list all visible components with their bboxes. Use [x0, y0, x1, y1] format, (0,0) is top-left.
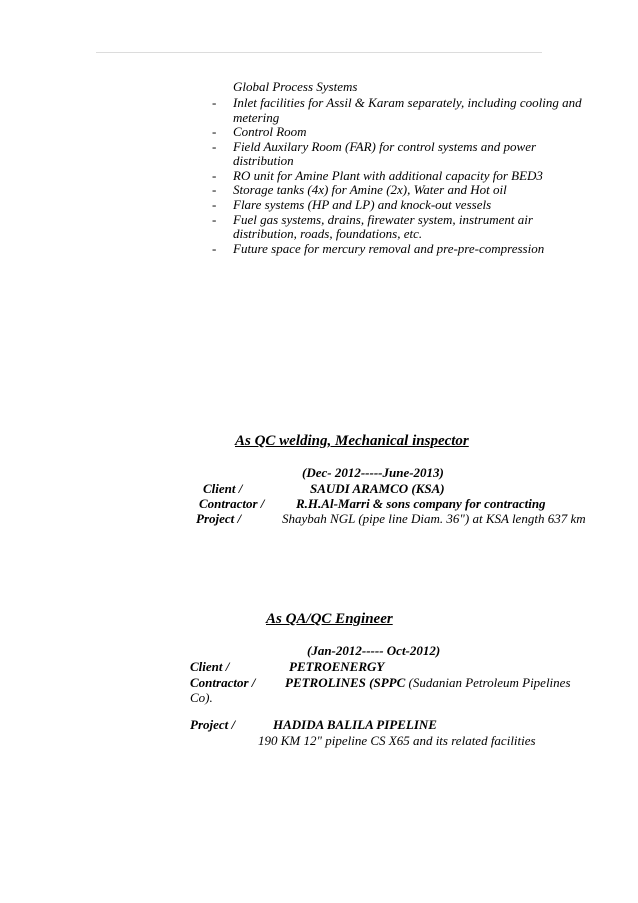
bullet-dash: -: [212, 212, 217, 227]
list-item: Storage tanks (4x) for Amine (2x), Water and Hot oil: [233, 182, 507, 197]
job2-contractor-value: [285, 675, 571, 690]
bullet-dash: -: [212, 139, 217, 154]
job1-contractor-value: R.H.Al-Marri & sons company for contracting: [296, 496, 546, 511]
job2-client-label: Client /: [190, 659, 230, 674]
job1-client-label: Client /: [203, 481, 243, 496]
job1-project-value: Shaybah NGL (pipe line Diam. 36") at KSA length 637 km: [282, 511, 586, 526]
page-separator: [96, 52, 542, 53]
job2-contractor-rest: (Sudanian Petroleum Pipelines: [405, 675, 571, 690]
job2-contractor-cont: Co).: [190, 690, 213, 705]
list-item-cont: distribution: [233, 153, 294, 168]
job2-project-detail: 190 KM 12" pipeline CS X65 and its related facilities: [258, 733, 536, 748]
bullet-dash: -: [212, 182, 217, 197]
bullet-dash: -: [212, 241, 217, 256]
job2-project-value: HADIDA BALILA PIPELINE: [273, 717, 437, 732]
job2-contractor-label: Contractor /: [190, 675, 256, 690]
list-item: Future space for mercury removal and pre-pre-compression: [233, 241, 545, 256]
list-item: Fuel gas systems, drains, firewater system, instrument air: [233, 212, 533, 227]
list-item: RO unit for Amine Plant with additional capacity for BED3: [233, 168, 543, 183]
job1-heading: As QC welding, Mechanical inspector: [235, 433, 469, 449]
bullet-dash: -: [212, 197, 217, 212]
job1-project-label-text: Project /: [196, 511, 242, 526]
job1-contractor-label: Contractor /: [199, 496, 265, 511]
list-item-cont: distribution, roads, foundations, etc.: [233, 226, 423, 241]
job2-project-label: Project /: [190, 717, 236, 732]
job1-client-value: SAUDI ARAMCO (KSA): [310, 481, 445, 496]
bullet-dash: -: [212, 95, 217, 110]
list-item: Inlet facilities for Assil & Karam separately, including cooling and: [233, 95, 582, 110]
bullet-dash: -: [212, 124, 217, 139]
bullet-dash: -: [212, 168, 217, 183]
intro-line: Global Process Systems: [233, 79, 358, 94]
job2-dates: (Jan-2012----- Oct-2012): [307, 643, 441, 658]
job1-dates: (Dec- 2012-----June-2013): [302, 465, 444, 480]
list-item-cont: metering: [233, 110, 280, 125]
job1-project-label: [196, 511, 241, 526]
list-item: Field Auxilary Room (FAR) for control systems and power: [233, 139, 537, 154]
job2-heading: As QA/QC Engineer: [266, 611, 393, 627]
list-item: Control Room: [233, 124, 307, 139]
job2-client-value: PETROENERGY: [289, 659, 385, 674]
list-item: Flare systems (HP and LP) and knock-out vessels: [233, 197, 492, 212]
job2-contractor-bold: PETROLINES (SPPC: [285, 675, 406, 690]
